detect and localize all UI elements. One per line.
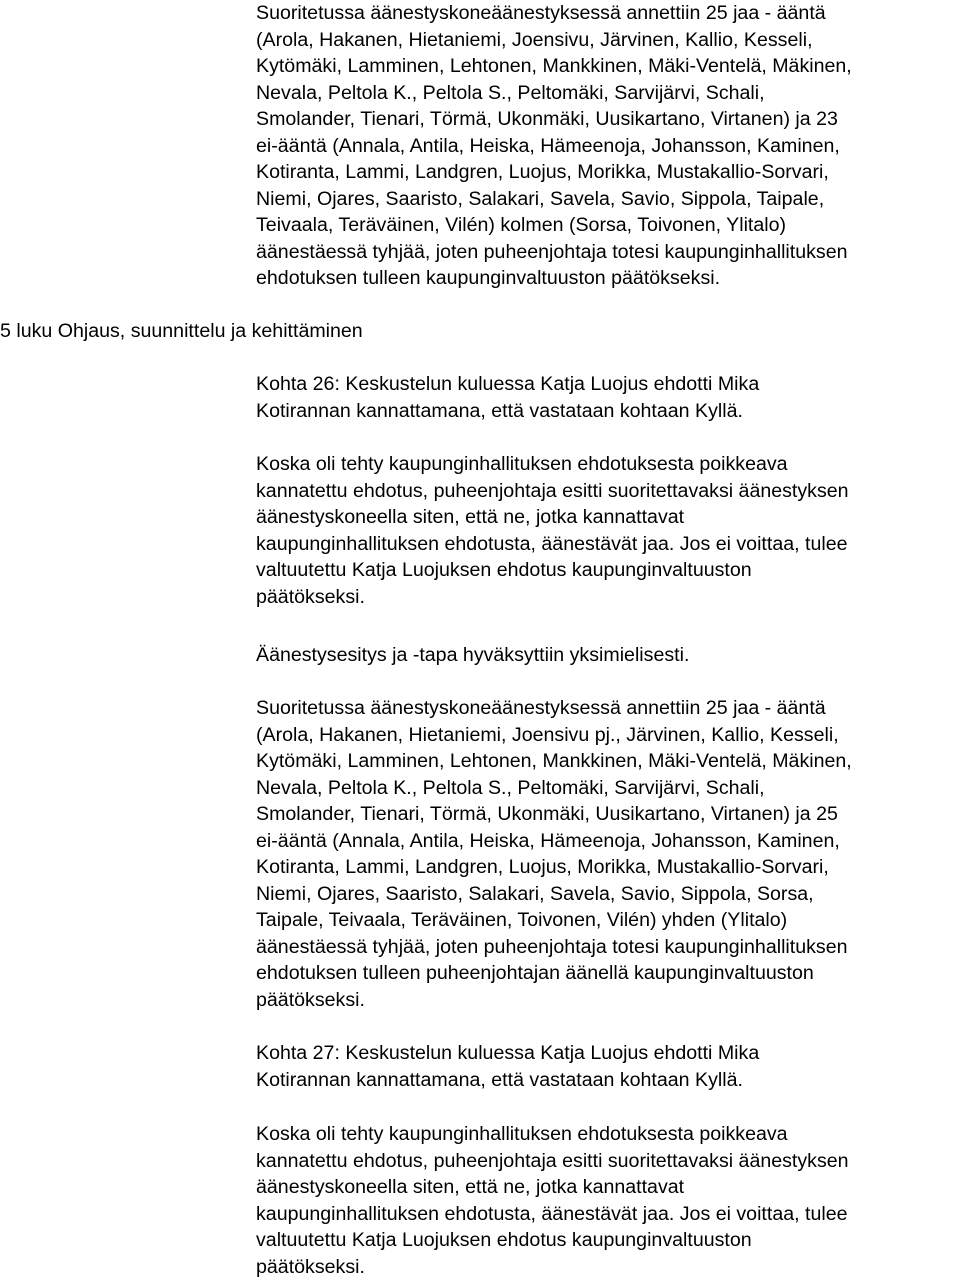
- text-line: kaupunginhallituksen ehdotusta, äänestävät jaa. Jos ei voittaa, tulee: [256, 532, 848, 555]
- text-line: Nevala, Peltola K., Peltola S., Peltomäki, Sarvijärvi, Schali,: [256, 81, 765, 104]
- text-line: Niemi, Ojares, Saaristo, Salakari, Savela, Savio, Sippola, Taipale,: [256, 187, 825, 210]
- text-line: äänestyskoneella siten, että ne, jotka kannattavat: [256, 1176, 685, 1198]
- text-line: Koska oli tehty kaupunginhallituksen ehdotuksesta poikkeava: [256, 1123, 788, 1145]
- text-line: Kotirannan kannattamana, että vastataan kohtaan Kyllä.: [256, 1068, 743, 1091]
- text-line: Taipale, Teivaala, Teräväinen, Toivonen, Vilén) yhden (Ylitalo): [256, 909, 788, 931]
- text-line: Kohta 27: Keskustelun kuluessa Katja Luojus ehdotti Mika: [256, 1042, 760, 1064]
- text-line: Teivaala, Teräväinen, Vilén) kolmen (Sorsa, Toivonen, Ylitalo): [256, 214, 787, 236]
- text-line: päätökseksi.: [256, 988, 365, 1011]
- text-line: ehdotuksen tulleen puheenjohtajan äänellä kaupunginvaltuuston: [256, 962, 814, 984]
- text-line: Kotirannan kannattamana, että vastataan kohtaan Kyllä.: [256, 399, 743, 422]
- text-line: valtuutettu Katja Luojuksen ehdotus kaupunginvaltuuston: [256, 559, 752, 581]
- text-line: Nevala, Peltola K., Peltola S., Peltomäki, Sarvijärvi, Schali,: [256, 776, 765, 799]
- text-line: ehdotuksen tulleen kaupunginvaltuuston päätökseksi.: [256, 267, 721, 289]
- text-line: ei-ääntä (Annala, Antila, Heiska, Hämeenoja, Johansson, Kaminen,: [256, 829, 840, 852]
- text-line: Kotiranta, Lammi, Landgren, Luojus, Morikka, Mustakallio-Sorvari,: [256, 161, 829, 183]
- text-line: äänestyskoneella siten, että ne, jotka kannattavat: [256, 506, 685, 528]
- text-line: Koska oli tehty kaupunginhallituksen ehdotuksesta poikkeava: [256, 453, 788, 475]
- text-line: Äänestysesitys ja -tapa hyväksyttiin yksimielisesti.: [256, 644, 690, 666]
- text-line: Suoritetussa äänestyskoneäänestyksessä annettiin 25 jaa - ääntä: [256, 2, 826, 24]
- text-line: Kotiranta, Lammi, Landgren, Luojus, Morikka, Mustakallio-Sorvari,: [256, 856, 829, 878]
- text-line: valtuutettu Katja Luojuksen ehdotus kaupunginvaltuuston: [256, 1229, 752, 1251]
- text-line: Kytömäki, Lamminen, Lehtonen, Mankkinen, Mäki-Ventelä, Mäkinen,: [256, 55, 852, 77]
- vote-result-paragraph: [256, 0, 852, 292]
- item-27-proposal-paragraph: [256, 1040, 759, 1093]
- text-line: Niemi, Ojares, Saaristo, Salakari, Savela, Savio, Sippola, Sorsa,: [256, 882, 814, 905]
- vote-result-paragraph: [256, 695, 852, 1013]
- text-line: Smolander, Tienari, Törmä, Ukonmäki, Uusikartano, Virtanen) ja 23: [256, 108, 838, 130]
- voting-procedure-paragraph: [256, 451, 849, 610]
- text-line: päätökseksi.: [256, 1255, 365, 1278]
- text-line: Kohta 26: Keskustelun kuluessa Katja Luojus ehdotti Mika: [256, 373, 760, 395]
- text-line: kaupunginhallituksen ehdotusta, äänestävät jaa. Jos ei voittaa, tulee: [256, 1202, 848, 1225]
- text-line: kannatettu ehdotus, puheenjohtaja esitti suoritettavaksi äänestyksen: [256, 1149, 849, 1172]
- section-heading: 5 luku Ohjaus, suunnittelu ja kehittäminen: [0, 320, 363, 342]
- text-line: ei-ääntä (Annala, Antila, Heiska, Hämeenoja, Johansson, Kaminen,: [256, 134, 840, 157]
- item-26-proposal-paragraph: [256, 371, 759, 424]
- text-line: (Arola, Hakanen, Hietaniemi, Joensivu pj., Järvinen, Kallio, Kesseli,: [256, 723, 839, 746]
- text-line: Kytömäki, Lamminen, Lehtonen, Mankkinen, Mäki-Ventelä, Mäkinen,: [256, 750, 852, 772]
- text-line: päätökseksi.: [256, 585, 365, 608]
- voting-procedure-paragraph: [256, 1121, 849, 1280]
- text-line: Suoritetussa äänestyskoneäänestyksessä annettiin 25 jaa - ääntä: [256, 697, 826, 719]
- text-line: kannatettu ehdotus, puheenjohtaja esitti suoritettavaksi äänestyksen: [256, 479, 849, 502]
- approval-paragraph: [256, 642, 689, 669]
- text-line: äänestäessä tyhjää, joten puheenjohtaja totesi kaupunginhallituksen: [256, 240, 848, 263]
- text-line: (Arola, Hakanen, Hietaniemi, Joensivu, Järvinen, Kallio, Kesseli,: [256, 28, 813, 51]
- text-line: äänestäessä tyhjää, joten puheenjohtaja totesi kaupunginhallituksen: [256, 935, 848, 958]
- text-line: Smolander, Tienari, Törmä, Ukonmäki, Uusikartano, Virtanen) ja 25: [256, 803, 838, 825]
